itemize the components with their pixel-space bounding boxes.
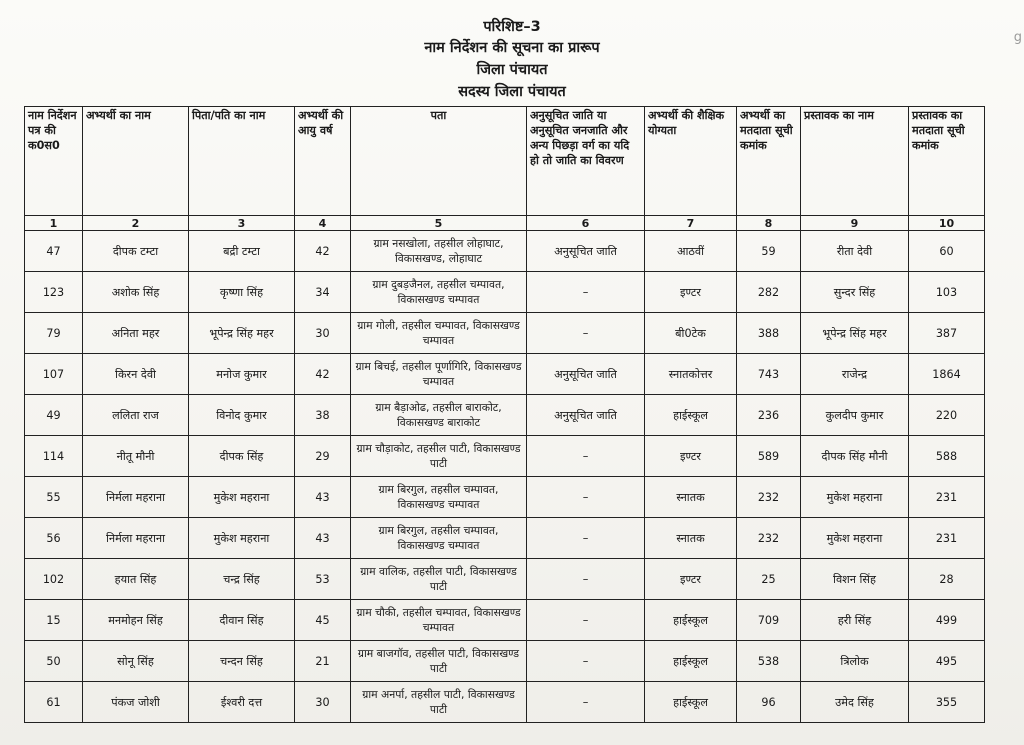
address-cell: ग्राम बिरगुल, तहसील चम्पावत, विकासखण्ड चम्पावत: [351, 518, 527, 559]
proposer-voter-number-cell: 499: [909, 600, 985, 641]
nomination-number-cell: 49: [25, 395, 83, 436]
education-cell: इण्टर: [645, 559, 737, 600]
proposer-voter-number-cell: 60: [909, 231, 985, 272]
table-body: [25, 231, 985, 723]
nomination-number-cell: 56: [25, 518, 83, 559]
table-row: [25, 395, 985, 436]
column-header: अभ्यर्थी का मतदाता सूची कमांक: [737, 107, 801, 216]
proposer-name-cell: मुकेश महराना: [801, 477, 909, 518]
proposer-name-cell: दीपक सिंह मौनी: [801, 436, 909, 477]
column-header: नाम निर्देशन पत्र की क0स0: [25, 107, 83, 216]
column-header: अभ्यर्थी की आयु वर्ष: [295, 107, 351, 216]
table-row: [25, 682, 985, 723]
age-cell: 38: [295, 395, 351, 436]
age-cell: 53: [295, 559, 351, 600]
nomination-number-cell: 47: [25, 231, 83, 272]
education-cell: इण्टर: [645, 272, 737, 313]
education-cell: स्नातक: [645, 477, 737, 518]
table-row: [25, 600, 985, 641]
column-header: प्रस्तावक का मतदाता सूची कमांक: [909, 107, 985, 216]
address-cell: ग्राम वालिक, तहसील पाटी, विकासखण्ड पाटी: [351, 559, 527, 600]
candidate-name-cell: दीपक टम्टा: [83, 231, 189, 272]
nomination-number-cell: 114: [25, 436, 83, 477]
candidate-name-cell: मनमोहन सिंह: [83, 600, 189, 641]
nomination-number-cell: 61: [25, 682, 83, 723]
voter-number-cell: 96: [737, 682, 801, 723]
nomination-number-cell: 15: [25, 600, 83, 641]
proposer-name-cell: त्रिलोक: [801, 641, 909, 682]
table-row: [25, 559, 985, 600]
father-husband-name-cell: भूपेन्द्र सिंह महर: [189, 313, 295, 354]
proposer-name-cell: रीता देवी: [801, 231, 909, 272]
father-husband-name-cell: मुकेश महराना: [189, 518, 295, 559]
column-number: 6: [527, 216, 645, 231]
address-cell: ग्राम बैड़ाओढ, तहसील बाराकोट, विकासखण्ड बाराकोट: [351, 395, 527, 436]
table-row: [25, 436, 985, 477]
proposer-voter-number-cell: 495: [909, 641, 985, 682]
candidate-name-cell: अनिता महर: [83, 313, 189, 354]
column-number: 3: [189, 216, 295, 231]
candidate-name-cell: पंकज जोशी: [83, 682, 189, 723]
nomination-number-cell: 79: [25, 313, 83, 354]
father-husband-name-cell: चन्द्र सिंह: [189, 559, 295, 600]
education-cell: स्नातकोत्तर: [645, 354, 737, 395]
column-header: प्रस्तावक का नाम: [801, 107, 909, 216]
form-title: नाम निर्देशन की सूचना का प्रारूप: [424, 40, 600, 56]
proposer-name-cell: विशन सिंह: [801, 559, 909, 600]
column-header: अभ्यर्थी का नाम: [83, 107, 189, 216]
voter-number-cell: 232: [737, 477, 801, 518]
education-cell: हाईस्कूल: [645, 641, 737, 682]
father-husband-name-cell: दीपक सिंह: [189, 436, 295, 477]
proposer-name-cell: मुकेश महराना: [801, 518, 909, 559]
proposer-voter-number-cell: 387: [909, 313, 985, 354]
caste-cell: अनुसूचित जाति: [527, 354, 645, 395]
column-number-row: [25, 216, 985, 231]
proposer-voter-number-cell: 1864: [909, 354, 985, 395]
age-cell: 42: [295, 231, 351, 272]
edge-mark: g: [1013, 30, 1022, 45]
table-row: [25, 313, 985, 354]
column-header: अभ्यर्थी की शैक्षिक योग्यता: [645, 107, 737, 216]
table-row: [25, 231, 985, 272]
caste-cell: –: [527, 436, 645, 477]
proposer-voter-number-cell: 103: [909, 272, 985, 313]
column-header: अनुसूचित जाति या अनुसूचित जनजाति और अन्य पिछड़ा वर्ग का यदि हो तो जाति का विवरण: [527, 107, 645, 216]
column-number: 4: [295, 216, 351, 231]
candidate-name-cell: किरन देवी: [83, 354, 189, 395]
caste-cell: –: [527, 477, 645, 518]
proposer-voter-number-cell: 28: [909, 559, 985, 600]
father-husband-name-cell: कृष्णा सिंह: [189, 272, 295, 313]
proposer-voter-number-cell: 220: [909, 395, 985, 436]
column-number: 8: [737, 216, 801, 231]
proposer-name-cell: राजेन्द्र: [801, 354, 909, 395]
table-row: [25, 518, 985, 559]
candidate-name-cell: निर्मला महराना: [83, 477, 189, 518]
proposer-voter-number-cell: 231: [909, 518, 985, 559]
voter-number-cell: 236: [737, 395, 801, 436]
voter-number-cell: 388: [737, 313, 801, 354]
candidate-name-cell: अशोक सिंह: [83, 272, 189, 313]
caste-cell: –: [527, 272, 645, 313]
voter-number-cell: 743: [737, 354, 801, 395]
column-number: 1: [25, 216, 83, 231]
proposer-name-cell: कुलदीप कुमार: [801, 395, 909, 436]
column-number: 9: [801, 216, 909, 231]
age-cell: 21: [295, 641, 351, 682]
column-number: 2: [83, 216, 189, 231]
candidate-name-cell: निर्मला महराना: [83, 518, 189, 559]
age-cell: 43: [295, 518, 351, 559]
father-husband-name-cell: दीवान सिंह: [189, 600, 295, 641]
father-husband-name-cell: मनोज कुमार: [189, 354, 295, 395]
nomination-number-cell: 50: [25, 641, 83, 682]
column-number: 7: [645, 216, 737, 231]
nomination-number-cell: 102: [25, 559, 83, 600]
address-cell: ग्राम गोली, तहसील चम्पावत, विकासखण्ड चम्पावत: [351, 313, 527, 354]
table-row: [25, 477, 985, 518]
body-title: जिला पंचायत: [476, 62, 548, 78]
proposer-name-cell: सुन्दर सिंह: [801, 272, 909, 313]
proposer-voter-number-cell: 588: [909, 436, 985, 477]
proposer-name-cell: भूपेन्द्र सिंह महर: [801, 313, 909, 354]
caste-cell: अनुसूचित जाति: [527, 395, 645, 436]
voter-number-cell: 538: [737, 641, 801, 682]
education-cell: आठवीं: [645, 231, 737, 272]
voter-number-cell: 232: [737, 518, 801, 559]
appendix-title: परिशिष्ट–3: [483, 19, 541, 35]
education-cell: बी0टेक: [645, 313, 737, 354]
father-husband-name-cell: विनोद कुमार: [189, 395, 295, 436]
father-husband-name-cell: चन्दन सिंह: [189, 641, 295, 682]
education-cell: स्नातक: [645, 518, 737, 559]
proposer-name-cell: उमेद सिंह: [801, 682, 909, 723]
column-number: 10: [909, 216, 985, 231]
age-cell: 29: [295, 436, 351, 477]
age-cell: 30: [295, 682, 351, 723]
column-number: 5: [351, 216, 527, 231]
education-cell: इण्टर: [645, 436, 737, 477]
caste-cell: –: [527, 518, 645, 559]
age-cell: 43: [295, 477, 351, 518]
proposer-voter-number-cell: 355: [909, 682, 985, 723]
voter-number-cell: 59: [737, 231, 801, 272]
post-title: सदस्य जिला पंचायत: [458, 84, 566, 100]
age-cell: 42: [295, 354, 351, 395]
table-row: [25, 641, 985, 682]
candidate-name-cell: सोनू सिंह: [83, 641, 189, 682]
table-row: [25, 354, 985, 395]
address-cell: ग्राम दुबड़जैनल, तहसील चम्पावत, विकासखण्ड चम्पावत: [351, 272, 527, 313]
table-row: [25, 272, 985, 313]
nomination-number-cell: 107: [25, 354, 83, 395]
voter-number-cell: 709: [737, 600, 801, 641]
age-cell: 45: [295, 600, 351, 641]
candidate-name-cell: हयात सिंह: [83, 559, 189, 600]
caste-cell: –: [527, 682, 645, 723]
caste-cell: –: [527, 559, 645, 600]
father-husband-name-cell: बद्री टम्टा: [189, 231, 295, 272]
voter-number-cell: 25: [737, 559, 801, 600]
voter-number-cell: 282: [737, 272, 801, 313]
address-cell: ग्राम चौड़ाकोट, तहसील पाटी, विकासखण्ड पाटी: [351, 436, 527, 477]
voter-number-cell: 589: [737, 436, 801, 477]
caste-cell: –: [527, 600, 645, 641]
column-header: पता: [351, 107, 527, 216]
address-cell: ग्राम बाजगॉव, तहसील पाटी, विकासखण्ड पाटी: [351, 641, 527, 682]
age-cell: 34: [295, 272, 351, 313]
address-cell: ग्राम बिरगुल, तहसील चम्पावत, विकासखण्ड चम्पावत: [351, 477, 527, 518]
address-cell: ग्राम बिचई, तहसील पूर्णागिरि, विकासखण्ड चम्पावत: [351, 354, 527, 395]
education-cell: हाईस्कूल: [645, 682, 737, 723]
father-husband-name-cell: ईश्वरी दत्त: [189, 682, 295, 723]
column-header: पिता/पति का नाम: [189, 107, 295, 216]
education-cell: हाईस्कूल: [645, 395, 737, 436]
age-cell: 30: [295, 313, 351, 354]
nomination-number-cell: 123: [25, 272, 83, 313]
proposer-name-cell: हरी सिंह: [801, 600, 909, 641]
candidate-name-cell: ललिता राज: [83, 395, 189, 436]
caste-cell: अनुसूचित जाति: [527, 231, 645, 272]
nomination-number-cell: 55: [25, 477, 83, 518]
proposer-voter-number-cell: 231: [909, 477, 985, 518]
education-cell: हाईस्कूल: [645, 600, 737, 641]
address-cell: ग्राम नसखोला, तहसील लोहाघाट, विकासखण्ड, लोहाघाट: [351, 231, 527, 272]
nomination-table: [24, 106, 985, 723]
caste-cell: –: [527, 313, 645, 354]
header-row: [25, 107, 985, 216]
address-cell: ग्राम अनर्पा, तहसील पाटी, विकासखण्ड पाटी: [351, 682, 527, 723]
caste-cell: –: [527, 641, 645, 682]
candidate-name-cell: नीतू मौनी: [83, 436, 189, 477]
address-cell: ग्राम चौकी, तहसील चम्पावत, विकासखण्ड चम्पावत: [351, 600, 527, 641]
father-husband-name-cell: मुकेश महराना: [189, 477, 295, 518]
